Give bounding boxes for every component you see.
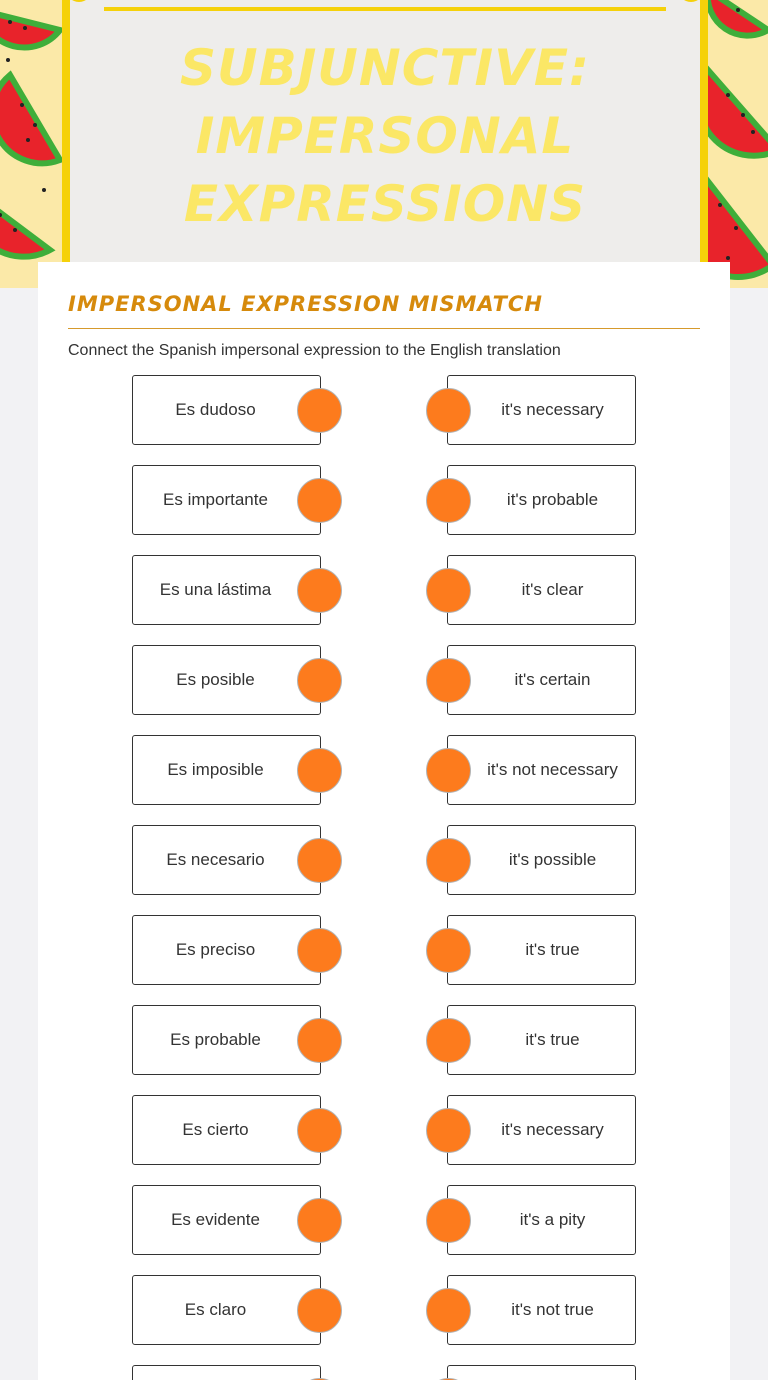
right-connector-dot[interactable] <box>426 1198 471 1243</box>
english-translation-box[interactable] <box>447 375 636 445</box>
right-connector-dot[interactable] <box>426 748 471 793</box>
english-translation-label: it's not necessary <box>487 760 618 779</box>
watermelon-pattern-left <box>0 0 70 288</box>
spanish-expression-label: Es evidente <box>171 1210 260 1229</box>
right-connector-dot[interactable] <box>426 928 471 973</box>
spanish-expression-label: Es necesario <box>166 850 265 869</box>
match-row <box>38 375 730 445</box>
english-translation-box[interactable] <box>447 645 636 715</box>
spanish-expression-box[interactable] <box>132 915 321 985</box>
worksheet-content <box>38 262 730 1380</box>
worksheet-title: SUBJUNCTIVE: IMPERSONAL EXPRESSIONS <box>179 39 591 233</box>
right-connector-dot[interactable] <box>426 568 471 613</box>
left-connector-dot[interactable] <box>297 388 342 433</box>
english-translation-label: it's certain <box>514 670 591 689</box>
match-row <box>38 555 730 625</box>
right-connector-dot[interactable] <box>426 1108 471 1153</box>
spanish-expression-label: Es claro <box>184 1300 247 1319</box>
spanish-expression-label: Es probable <box>170 1030 261 1049</box>
spanish-expression-label: Es dudoso <box>175 400 256 419</box>
watermelon-slice-icon <box>0 190 50 257</box>
watermelon-slice-icon <box>0 10 60 48</box>
left-connector-dot[interactable] <box>297 1198 342 1243</box>
english-translation-box[interactable] <box>447 465 636 535</box>
right-connector-dot[interactable] <box>426 478 471 523</box>
spanish-expression-label: Es preciso <box>175 940 256 959</box>
spanish-expression-box[interactable] <box>132 1095 321 1165</box>
right-connector-dot[interactable] <box>426 1288 471 1333</box>
left-connector-dot[interactable] <box>297 1018 342 1063</box>
english-translation-label: it's not true <box>511 1300 594 1319</box>
spanish-expression-box[interactable] <box>132 375 321 445</box>
left-connector-dot[interactable] <box>297 658 342 703</box>
section-title: IMPERSONAL EXPRESSION MISMATCH <box>68 292 543 316</box>
match-row <box>38 915 730 985</box>
watermelon-slice-icon <box>0 75 60 163</box>
corner-tab-right <box>678 0 704 2</box>
match-row <box>38 1275 730 1345</box>
match-row <box>38 1005 730 1075</box>
title-card-rule <box>104 7 666 11</box>
english-translation-box[interactable] <box>447 1185 636 1255</box>
match-row <box>38 465 730 535</box>
left-connector-dot[interactable] <box>297 838 342 883</box>
spanish-expression-box[interactable] <box>132 1365 321 1380</box>
spanish-expression-label: Es una lástima <box>159 580 272 599</box>
match-row <box>38 645 730 715</box>
english-translation-box[interactable] <box>447 1365 636 1380</box>
right-connector-dot[interactable] <box>426 1018 471 1063</box>
instructions-text: Connect the Spanish impersonal expression to the English translation <box>68 342 561 359</box>
left-connector-dot[interactable] <box>297 748 342 793</box>
left-connector-dot[interactable] <box>297 928 342 973</box>
section-divider <box>68 328 700 329</box>
english-translation-box[interactable] <box>447 555 636 625</box>
spanish-expression-label: Es cierto <box>182 1120 249 1139</box>
right-connector-dot[interactable] <box>426 658 471 703</box>
english-translation-label: it's clear <box>521 580 584 599</box>
left-connector-dot[interactable] <box>297 1108 342 1153</box>
match-row <box>38 1365 730 1380</box>
spanish-expression-box[interactable] <box>132 1005 321 1075</box>
english-translation-box[interactable] <box>447 1005 636 1075</box>
watermelon-slice-icon <box>708 0 768 36</box>
header-banner <box>0 0 768 288</box>
spanish-expression-box[interactable] <box>132 825 321 895</box>
english-translation-label: it's necessary <box>501 1120 604 1139</box>
spanish-expression-box[interactable] <box>132 1185 321 1255</box>
spanish-expression-box[interactable] <box>132 1275 321 1345</box>
english-translation-box[interactable] <box>447 825 636 895</box>
left-connector-dot[interactable] <box>297 1288 342 1333</box>
left-connector-dot[interactable] <box>297 568 342 613</box>
english-translation-box[interactable] <box>447 1095 636 1165</box>
spanish-expression-label: Es importante <box>163 490 268 509</box>
spanish-expression-box[interactable] <box>132 465 321 535</box>
spanish-expression-box[interactable] <box>132 645 321 715</box>
match-row <box>38 825 730 895</box>
english-translation-label: it's necessary <box>501 400 604 419</box>
title-card <box>62 0 708 288</box>
watermelon-pattern-right <box>698 0 768 288</box>
match-row <box>38 1185 730 1255</box>
spanish-expression-box[interactable] <box>132 555 321 625</box>
match-row <box>38 735 730 805</box>
english-translation-box[interactable] <box>447 735 636 805</box>
english-translation-label: it's probable <box>506 490 599 509</box>
spanish-expression-box[interactable] <box>132 735 321 805</box>
left-connector-dot[interactable] <box>297 478 342 523</box>
english-translation-box[interactable] <box>447 915 636 985</box>
corner-tab-left <box>66 0 92 2</box>
english-translation-label: it's possible <box>508 850 597 869</box>
spanish-expression-label: Es posible <box>176 670 255 689</box>
spanish-expression-label: Es imposible <box>167 760 264 779</box>
watermelon-slice-icon <box>699 70 768 156</box>
english-translation-box[interactable] <box>447 1275 636 1345</box>
english-translation-label: it's true <box>525 1030 580 1049</box>
english-translation-label: it's true <box>525 940 580 959</box>
match-row <box>38 1095 730 1165</box>
right-connector-dot[interactable] <box>426 838 471 883</box>
right-connector-dot[interactable] <box>426 388 471 433</box>
english-translation-label: it's a pity <box>519 1210 586 1229</box>
